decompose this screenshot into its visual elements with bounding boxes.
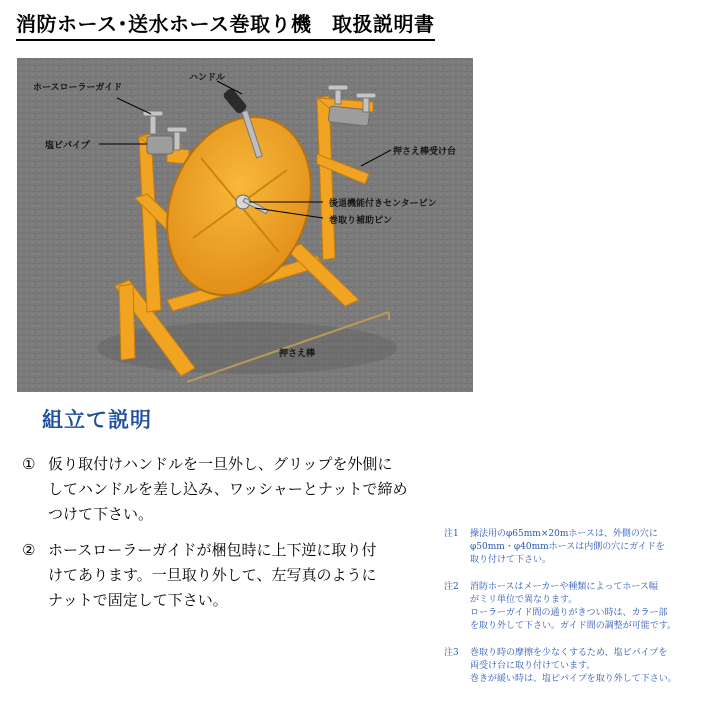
label-holding-rod: 押さえ棒 [279, 349, 316, 359]
note-line: 消防ホースはメーカーや種類によってホース幅 [470, 582, 658, 592]
label-holding-rod-rest: 押さえ棒受け台 [393, 147, 457, 157]
note-item [444, 647, 714, 686]
step-text-line: けてあります。一旦取り外して、左写真のように [48, 566, 377, 584]
note-label: 注3 [444, 648, 459, 658]
note-item [444, 581, 714, 633]
note-label: 注2 [444, 582, 459, 592]
assembly-heading: 組立て説明 [42, 408, 152, 432]
product-photo [17, 58, 473, 392]
note-line: ローラーガイド間の通りがきつい時は、カラー部 [470, 608, 668, 618]
notes-list [444, 528, 714, 700]
note-line: 取り付けて下さい。 [470, 555, 552, 565]
label-pvc-pipe: 塩ビパイプ [45, 141, 90, 151]
assembly-step [22, 538, 442, 613]
note-line: 巻取り時の摩擦を少なくするため、塩ビパイプを [470, 648, 668, 658]
step-number: ② [22, 541, 36, 559]
step-text-line: つけて下さい。 [48, 505, 154, 523]
assembly-step [22, 452, 442, 527]
label-center-pin: 後退機能付きセンターピン [329, 199, 437, 209]
step-number: ① [22, 455, 36, 473]
note-label: 注1 [444, 529, 459, 539]
note-line: を取り外して下さい。ガイド間の調整が可能です。 [470, 621, 677, 631]
note-item [444, 528, 714, 567]
document-title: 消防ホース･送水ホース巻取り機 取扱説明書 [16, 8, 435, 41]
label-hose-roller-guide: ホースローラーガイド [33, 83, 123, 93]
step-text-line: ホースローラーガイドが梱包時に上下逆に取り付 [48, 541, 377, 559]
note-line: 操法用のφ65mm×20mホースは、外側の穴に [470, 529, 658, 539]
label-winding-aux-pin: 巻取り補助ピン [329, 216, 393, 226]
step-text-line: してハンドルを差し込み、ワッシャーとナットで締め [48, 480, 408, 498]
note-line: φ50mm・φ40mmホースは内側の穴にガイドを [470, 542, 665, 552]
step-text-line: ナットで固定して下さい。 [48, 591, 228, 609]
note-line: がミリ単位で異なります。 [470, 595, 578, 605]
note-line: 巻きが緩い時は、塩ビパイプを取り外して下さい。 [470, 674, 677, 684]
label-handle: ハンドル [189, 73, 226, 83]
note-line: 両受け台に取り付けています。 [470, 661, 596, 671]
step-text-line: 仮り取付けハンドルを一旦外し、グリップを外側に [48, 455, 393, 473]
